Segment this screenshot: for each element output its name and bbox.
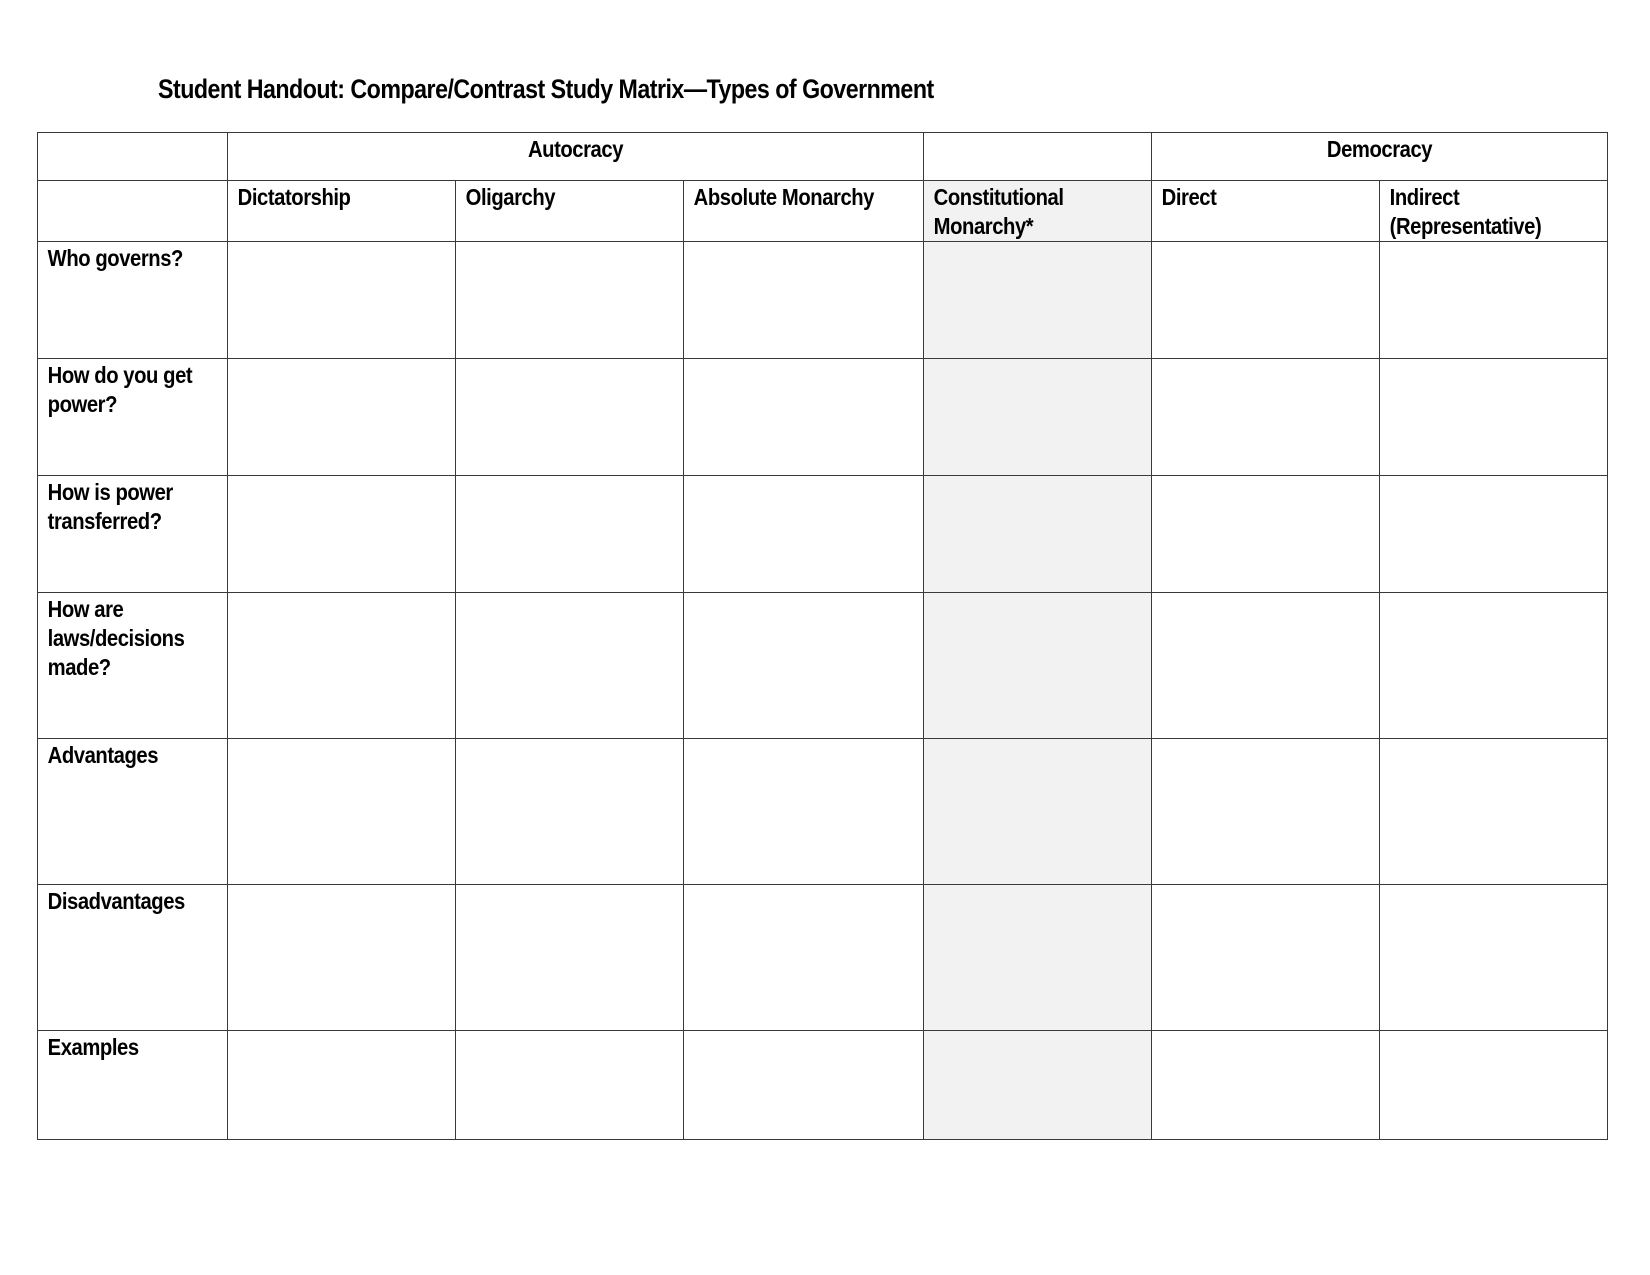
answer-cell[interactable] — [228, 359, 456, 476]
answer-cell-shaded[interactable] — [924, 739, 1152, 885]
row-label-how-get-power: How do you get power? — [38, 359, 228, 476]
table-row — [38, 885, 1608, 1031]
group-header-constitutional-monarchy — [924, 133, 1152, 181]
answer-cell[interactable] — [456, 1031, 684, 1140]
answer-cell[interactable] — [1380, 739, 1608, 885]
group-header-row — [38, 133, 1608, 181]
answer-cell[interactable] — [456, 359, 684, 476]
row-label-advantages: Advantages — [38, 739, 228, 885]
answer-cell[interactable] — [1380, 359, 1608, 476]
row-label-laws-decisions: How are laws/decisions made? — [38, 593, 228, 739]
study-matrix-table — [37, 132, 1608, 1140]
answer-cell[interactable] — [1380, 476, 1608, 593]
table-row — [38, 476, 1608, 593]
answer-cell[interactable] — [684, 476, 924, 593]
answer-cell[interactable] — [456, 476, 684, 593]
table-row — [38, 1031, 1608, 1140]
column-header-direct: Direct — [1152, 181, 1380, 242]
answer-cell[interactable] — [684, 885, 924, 1031]
answer-cell[interactable] — [1152, 1031, 1380, 1140]
answer-cell[interactable] — [1152, 593, 1380, 739]
column-header-indirect: Indirect (Representative) — [1380, 181, 1608, 242]
row-label-disadvantages: Disadvantages — [38, 885, 228, 1031]
group-header-label: Autocracy — [527, 136, 624, 162]
answer-cell-shaded[interactable] — [924, 476, 1152, 593]
answer-cell[interactable] — [684, 359, 924, 476]
table-row — [38, 359, 1608, 476]
answer-cell[interactable] — [684, 242, 924, 359]
group-header-label: Democracy — [1326, 136, 1433, 162]
answer-cell[interactable] — [1152, 242, 1380, 359]
answer-cell[interactable] — [228, 1031, 456, 1140]
answer-cell[interactable] — [1152, 476, 1380, 593]
answer-cell[interactable] — [228, 242, 456, 359]
column-header-dictatorship: Dictatorship — [228, 181, 456, 242]
page-title: Student Handout: Compare/Contrast Study Matrix—Types of Government — [158, 74, 934, 104]
answer-cell[interactable] — [456, 739, 684, 885]
answer-cell-shaded[interactable] — [924, 242, 1152, 359]
answer-cell[interactable] — [684, 1031, 924, 1140]
answer-cell[interactable] — [1380, 1031, 1608, 1140]
answer-cell[interactable] — [1380, 593, 1608, 739]
answer-cell-shaded[interactable] — [924, 885, 1152, 1031]
answer-cell-shaded[interactable] — [924, 593, 1152, 739]
answer-cell[interactable] — [684, 739, 924, 885]
answer-cell[interactable] — [228, 593, 456, 739]
answer-cell[interactable] — [1152, 739, 1380, 885]
answer-cell[interactable] — [1152, 885, 1380, 1031]
group-header-autocracy — [228, 133, 924, 181]
column-header-oligarchy: Oligarchy — [456, 181, 684, 242]
answer-cell[interactable] — [456, 242, 684, 359]
column-header-absolute-monarchy: Absolute Monarchy — [684, 181, 924, 242]
row-label-examples: Examples — [38, 1031, 228, 1140]
answer-cell[interactable] — [228, 885, 456, 1031]
answer-cell[interactable] — [456, 885, 684, 1031]
corner-cell — [38, 181, 228, 242]
row-label-power-transferred: How is power transferred? — [38, 476, 228, 593]
answer-cell[interactable] — [1152, 359, 1380, 476]
answer-cell[interactable] — [1380, 242, 1608, 359]
table-row — [38, 593, 1608, 739]
answer-cell-shaded[interactable] — [924, 1031, 1152, 1140]
answer-cell[interactable] — [228, 476, 456, 593]
group-header-democracy — [1152, 133, 1608, 181]
column-header-constitutional-monarchy: Constitutional Monarchy* — [924, 181, 1152, 242]
answer-cell-shaded[interactable] — [924, 359, 1152, 476]
column-header-row — [38, 181, 1608, 242]
answer-cell[interactable] — [228, 739, 456, 885]
corner-cell — [38, 133, 228, 181]
answer-cell[interactable] — [1380, 885, 1608, 1031]
answer-cell[interactable] — [456, 593, 684, 739]
table-row — [38, 242, 1608, 359]
row-label-who-governs: Who governs? — [38, 242, 228, 359]
answer-cell[interactable] — [684, 593, 924, 739]
table-row — [38, 739, 1608, 885]
